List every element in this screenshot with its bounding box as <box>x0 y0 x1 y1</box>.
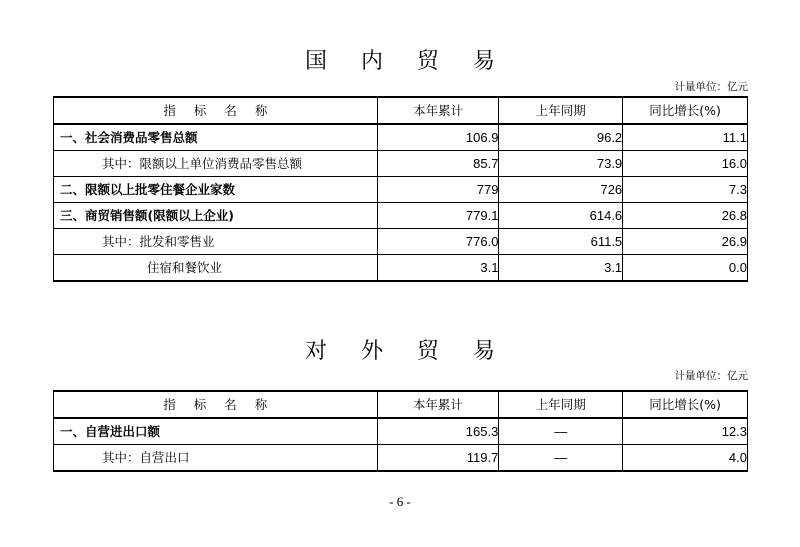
row-cur: 106.9 <box>377 124 499 151</box>
table-header-row <box>54 391 748 418</box>
row-cur: 776.0 <box>377 229 499 255</box>
row-growth: 16.0 <box>623 151 748 177</box>
row-label: 住宿和餐饮业 <box>54 255 378 282</box>
row-growth: 0.0 <box>623 255 748 282</box>
header-ytd: 本年累计 <box>377 391 499 418</box>
domestic-trade-table <box>53 96 748 282</box>
table-row <box>54 151 748 177</box>
header-indicator-name: 指标名称 <box>54 97 378 124</box>
table-row <box>54 255 748 282</box>
table-header-row <box>54 97 748 124</box>
row-prev: 611.5 <box>499 229 623 255</box>
row-prev: 73.9 <box>499 151 623 177</box>
row-cur: 3.1 <box>377 255 499 282</box>
header-indicator-name: 指标名称 <box>54 391 378 418</box>
row-label: 一、自营进出口额 <box>54 418 378 445</box>
header-growth: 同比增长(%) <box>623 97 748 124</box>
row-growth: 26.8 <box>623 203 748 229</box>
row-cur: 119.7 <box>377 445 499 472</box>
header-growth: 同比增长(%) <box>623 391 748 418</box>
row-prev: 3.1 <box>499 255 623 282</box>
row-growth: 7.3 <box>623 177 748 203</box>
row-growth: 4.0 <box>623 445 748 472</box>
row-label: 一、社会消费品零售总额 <box>54 124 378 151</box>
row-prev: — <box>499 418 623 445</box>
row-label: 二、限额以上批零住餐企业家数 <box>54 177 378 203</box>
table-row <box>54 418 748 445</box>
foreign-trade-table <box>53 390 748 472</box>
table-row <box>54 177 748 203</box>
table-row <box>54 445 748 472</box>
row-label: 其中：自营出口 <box>54 445 378 472</box>
row-cur: 779 <box>377 177 499 203</box>
foreign-title: 对外贸易 <box>304 339 529 364</box>
foreign-unit-note: 计量单位：亿元 <box>674 370 748 382</box>
header-ytd: 本年累计 <box>377 97 499 124</box>
header-prev-period: 上年同期 <box>499 391 623 418</box>
row-label: 其中：限额以上单位消费品零售总额 <box>54 151 378 177</box>
page-number: - 6 - <box>389 494 411 509</box>
row-prev: — <box>499 445 623 472</box>
table-row <box>54 124 748 151</box>
row-cur: 779.1 <box>377 203 499 229</box>
row-cur: 85.7 <box>377 151 499 177</box>
row-growth: 26.9 <box>623 229 748 255</box>
row-prev: 96.2 <box>499 124 623 151</box>
table-row <box>54 229 748 255</box>
row-prev: 614.6 <box>499 203 623 229</box>
row-label: 三、商贸销售额(限额以上企业) <box>54 203 378 229</box>
row-prev: 726 <box>499 177 623 203</box>
header-prev-period: 上年同期 <box>499 97 623 124</box>
table-row <box>54 203 748 229</box>
row-label: 其中：批发和零售业 <box>54 229 378 255</box>
row-growth: 11.1 <box>623 124 748 151</box>
domestic-unit-note: 计量单位：亿元 <box>674 81 748 93</box>
row-growth: 12.3 <box>623 418 748 445</box>
row-cur: 165.3 <box>377 418 499 445</box>
domestic-title: 国内贸易 <box>304 49 529 74</box>
